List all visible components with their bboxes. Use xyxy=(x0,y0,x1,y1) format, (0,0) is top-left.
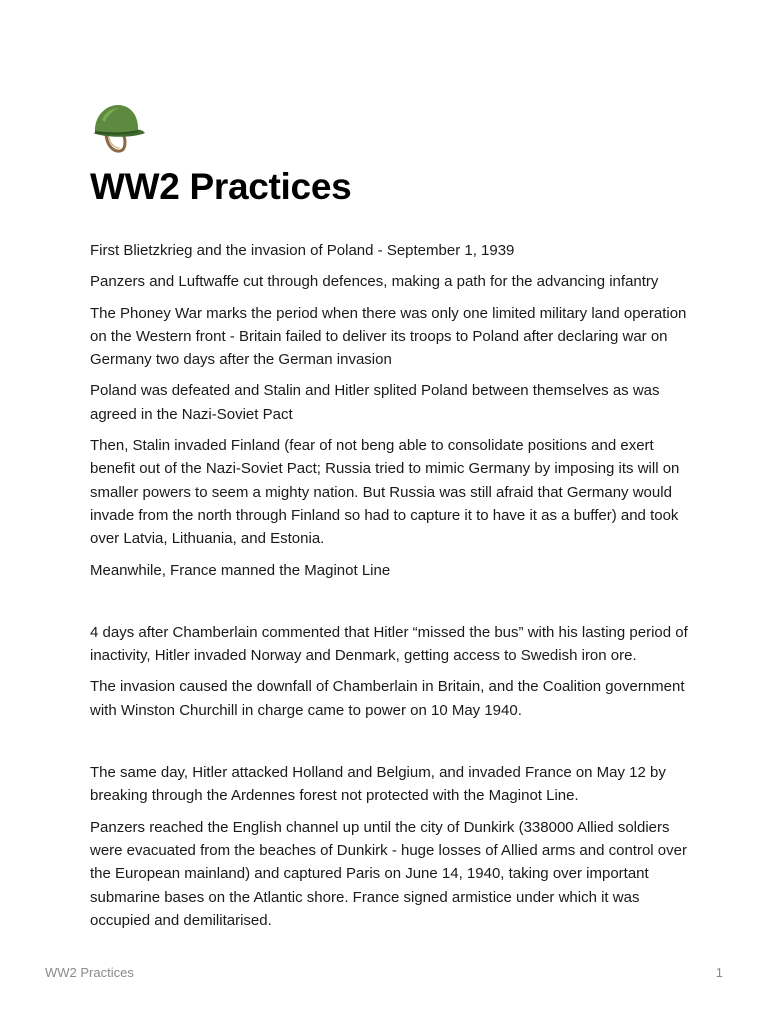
footer-title: WW2 Practices xyxy=(45,965,134,980)
paragraph: Panzers reached the English channel up until the city of Dunkirk (338000 Allied soldiers were evacuated from the beaches of Dunkirk - huge losses of Allied arms and control over the European mainland) and captured Paris on June 14, 1940, taking over important submarine bases on the Atlantic shore. France signed armistice under which it was occupied and demilitarised. xyxy=(90,818,687,929)
paragraph: The Phoney War marks the period when there was only one limited military land operation on the Western front - Britain failed to deliver its troops to Poland after declaring war on Germany two days after the German invasion xyxy=(90,304,687,369)
paragraph: The same day, Hitler attacked Holland and Belgium, and invaded France on May 12 by breaking through the Ardennes forest not protected with the Maginot Line. xyxy=(90,764,666,805)
empty-paragraph xyxy=(90,590,690,613)
paragraph: Then, Stalin invaded Finland (fear of not beng able to consolidate positions and exert benefit out of the Nazi-Soviet Pact; Russia tried to mimic Germany by imposing its will on smaller powers to seem a mighty nation. But Russia was still afraid that Germany would invade from the north through Finland so had to capture it to have it as a buffer) and took over Latvia, Lithuania, and Estonia. xyxy=(90,437,680,548)
paragraph: 4 days after Chamberlain commented that Hitler “missed the bus” with his lasting period of inactivity, Hitler invaded Norway and Denmark, getting access to Swedish iron ore. xyxy=(90,623,688,665)
document-body xyxy=(90,239,690,940)
empty-paragraph xyxy=(90,730,690,753)
military-helmet-icon xyxy=(90,102,146,154)
paragraph: First Blietzkrieg and the invasion of Poland - September 1, 1939 xyxy=(90,242,515,259)
page-number: 1 xyxy=(715,965,723,980)
paragraph: Meanwhile, France manned the Maginot Line xyxy=(90,561,391,579)
page-title: WW2 Practices xyxy=(90,166,352,207)
paragraph: Poland was defeated and Stalin and Hitler splited Poland between themselves as was agreed in the Nazi-Soviet Pact xyxy=(90,382,660,423)
paragraph: Panzers and Luftwaffe cut through defences, making a path for the advancing infantry xyxy=(90,273,659,291)
paragraph: The invasion caused the downfall of Chamberlain in Britain, and the Coalition government with Winston Churchill in charge came to power on 10 May 1940. xyxy=(90,678,685,719)
